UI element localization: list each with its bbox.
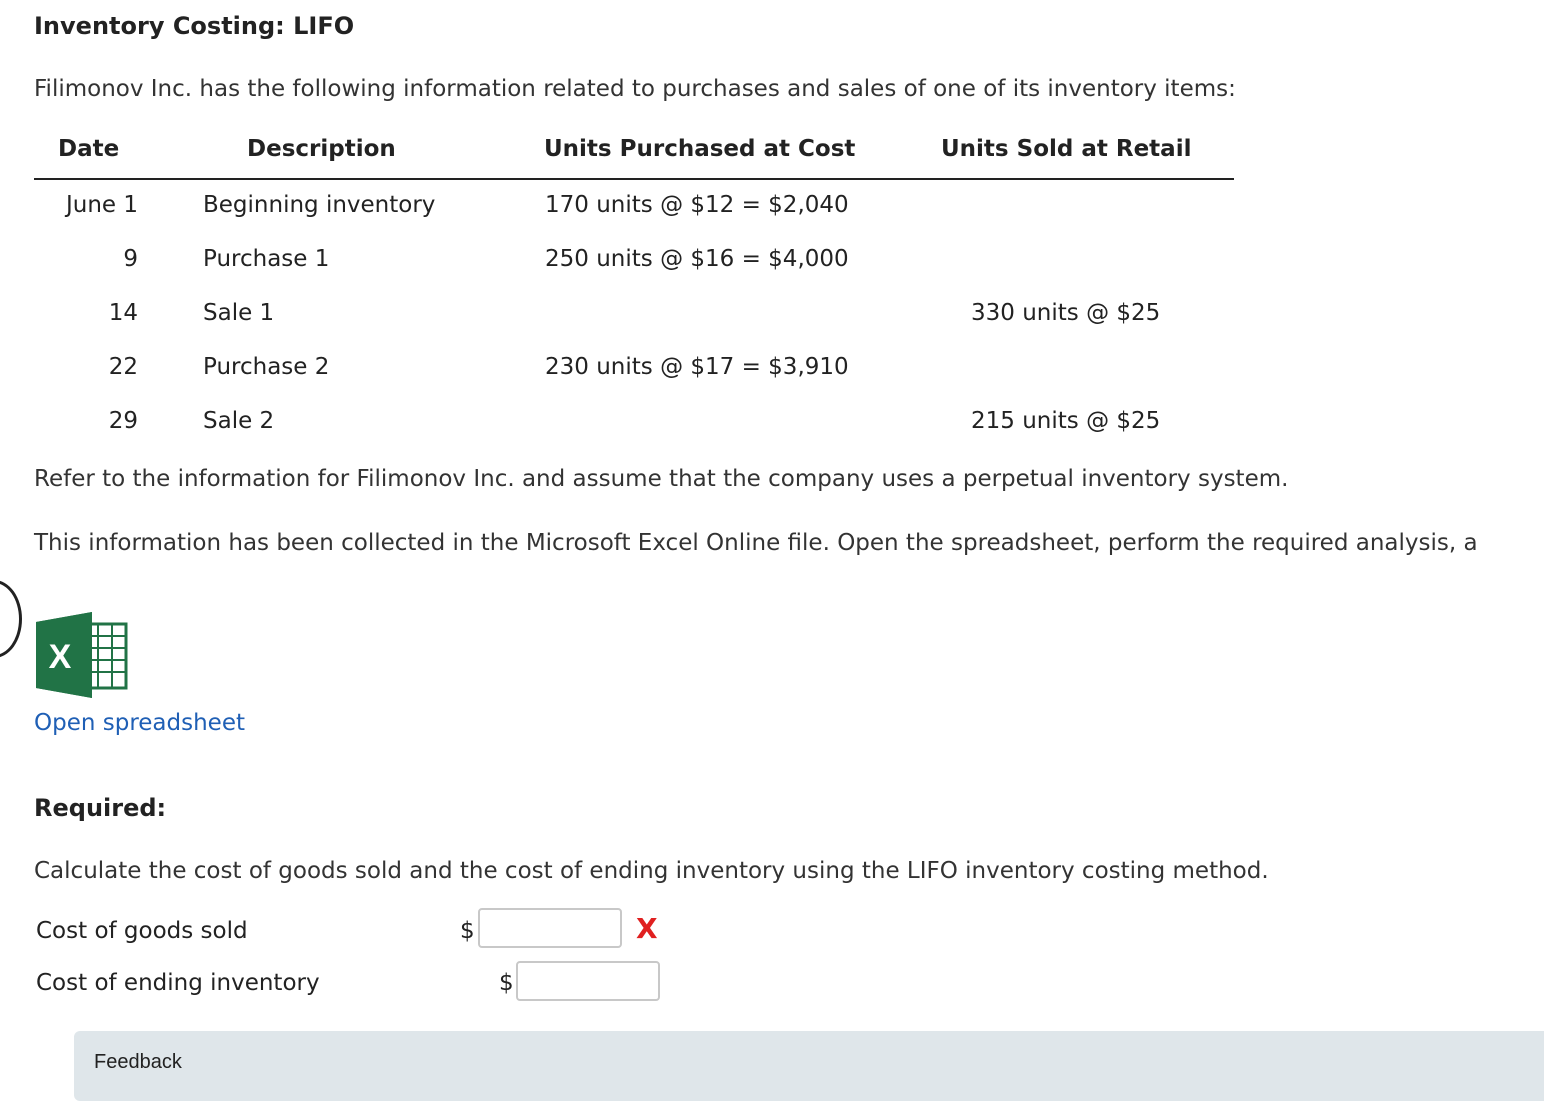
row-1-purchased: 170 units @ $12 = $2,040 xyxy=(545,192,849,218)
row-4-description: Purchase 2 xyxy=(203,354,330,380)
excel-icon[interactable] xyxy=(34,610,130,700)
row-5-date: 29 xyxy=(108,408,138,434)
feedback-panel xyxy=(74,1031,1544,1101)
cogs-currency: $ xyxy=(460,918,475,944)
intro-text: Filimonov Inc. has the following information related to purchases and sales of one of its inventory items: xyxy=(34,76,1236,102)
row-3-description: Sale 1 xyxy=(203,300,275,326)
open-spreadsheet-link[interactable]: Open spreadsheet xyxy=(34,710,245,736)
header-units-sold: Units Sold at Retail xyxy=(941,136,1192,162)
row-4-purchased: 230 units @ $17 = $3,910 xyxy=(545,354,849,380)
row-2-purchased: 250 units @ $16 = $4,000 xyxy=(545,246,849,272)
partial-circle-decoration xyxy=(0,580,22,658)
row-1-date: June 1 xyxy=(65,192,138,218)
row-4-date: 22 xyxy=(108,354,138,380)
excel-info-text: This information has been collected in the Microsoft Excel Online file. Open the spreadsheet, perform the required analysis, a xyxy=(34,530,1478,556)
row-5-sold: 215 units @ $25 xyxy=(971,408,1161,434)
row-3-sold: 330 units @ $25 xyxy=(971,300,1161,326)
incorrect-icon: X xyxy=(636,912,658,945)
header-units-purchased: Units Purchased at Cost xyxy=(544,136,856,162)
excel-icon-letter: X xyxy=(48,638,72,676)
table-header-rule xyxy=(34,178,1234,180)
row-2-date: 9 xyxy=(123,246,138,272)
ending-inventory-currency: $ xyxy=(499,970,514,996)
assumption-text: Refer to the information for Filimonov Inc. and assume that the company uses a perpetual inventory system. xyxy=(34,466,1289,492)
required-heading: Required: xyxy=(34,794,167,822)
header-description: Description xyxy=(247,136,396,162)
feedback-label: Feedback xyxy=(94,1051,182,1073)
cogs-label: Cost of goods sold xyxy=(36,918,248,944)
row-5-description: Sale 2 xyxy=(203,408,275,434)
cogs-input[interactable] xyxy=(478,908,622,948)
row-3-date: 14 xyxy=(108,300,138,326)
instruction-text: Calculate the cost of goods sold and the cost of ending inventory using the LIFO inventory costing method. xyxy=(34,858,1269,884)
ending-inventory-label: Cost of ending inventory xyxy=(36,970,320,996)
ending-inventory-input[interactable] xyxy=(516,961,660,1001)
row-1-description: Beginning inventory xyxy=(203,192,436,218)
row-2-description: Purchase 1 xyxy=(203,246,330,272)
header-date: Date xyxy=(58,136,120,162)
page-title: Inventory Costing: LIFO xyxy=(34,12,355,40)
